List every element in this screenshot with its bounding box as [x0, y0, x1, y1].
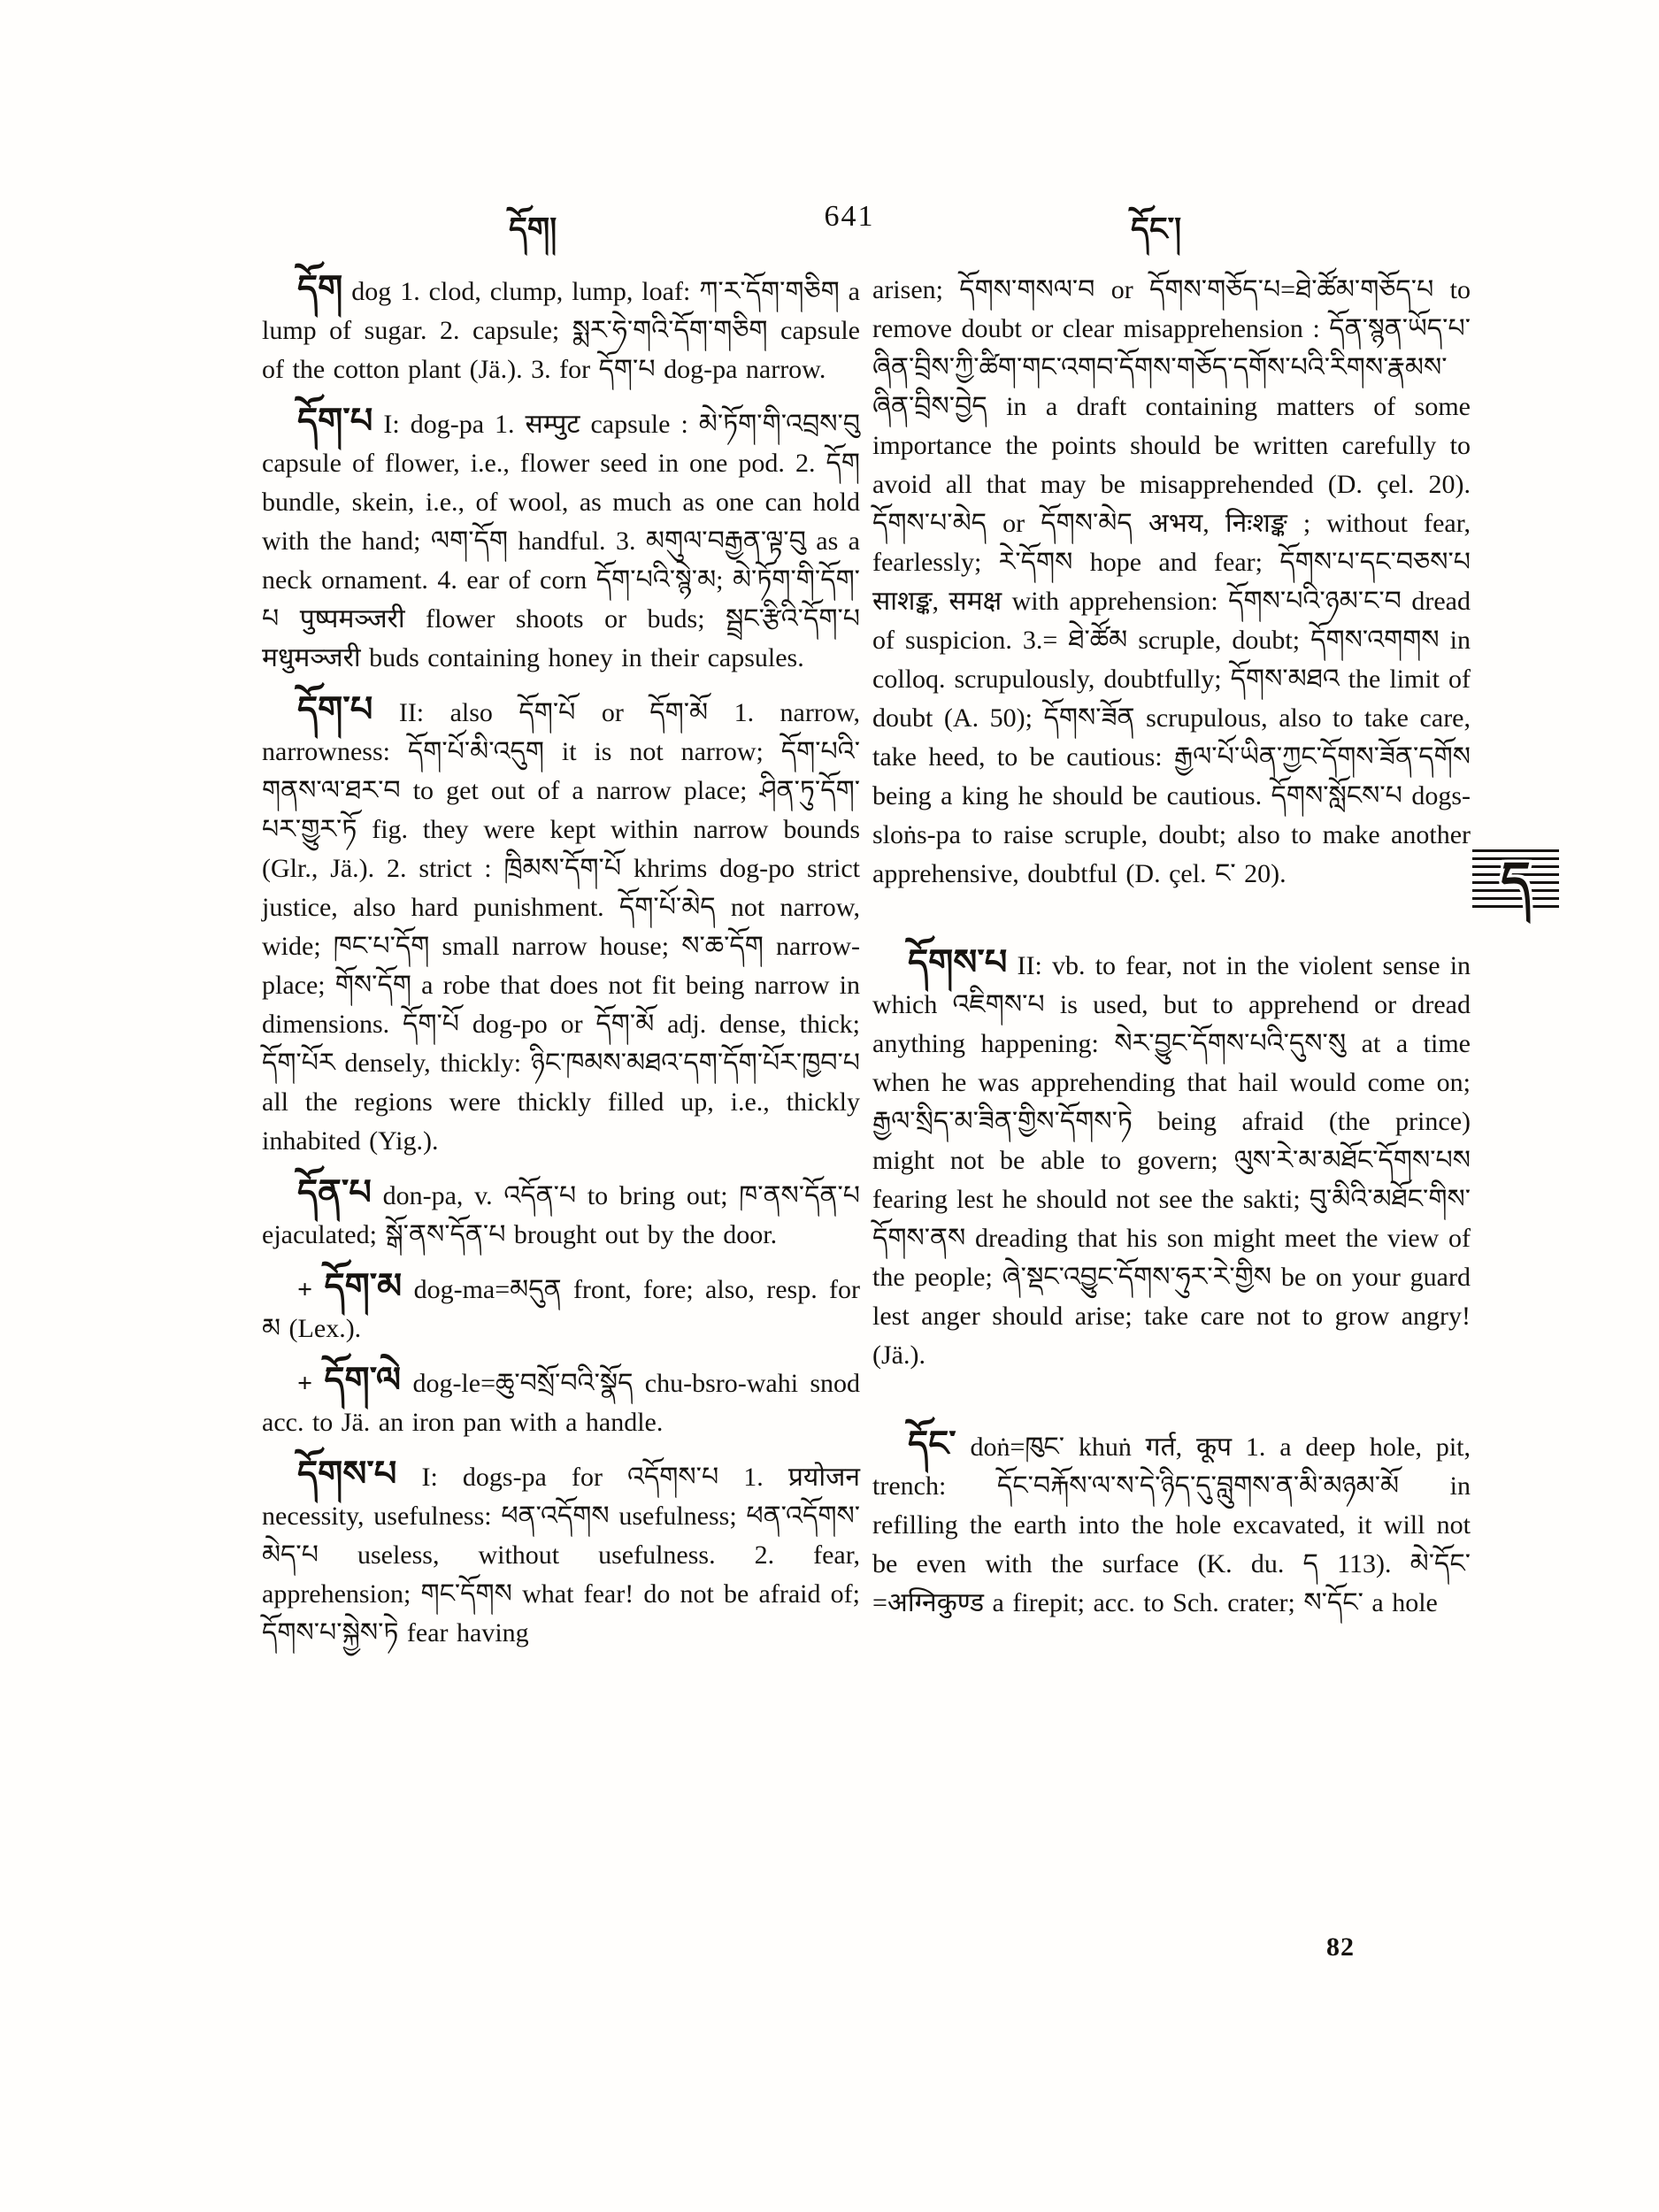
entry-headword-tibetan: དོང་	[908, 1424, 956, 1463]
entry-headword-tibetan: དོགས་པ	[297, 1454, 397, 1494]
entry-headword-tibetan: དོག	[297, 268, 343, 308]
entry-prefix: +	[297, 1369, 313, 1398]
running-head-right-keyword: དོང་།	[1131, 211, 1182, 247]
entry-body: dog 1. clod, clump, lump, loaf: ཀ་ར་དོག་གཅིག a lump of sugar. 2. capsule; སྨར་ཧེ་གའི་དོག་གཅིག capsule of the cotton plant (Jä.). 3. for དོག་པ dog-pa narrow.	[262, 277, 861, 384]
entry-body: also དོག་པོ or དོག་མོ 1. narrow, narrowness: དོག་པོ་མི་འདུག it is not narrow; དོག་པའི་གནས་ལ་ཐར་བ to get out of a narrow place; ཤིན་ཏུ་དོག་པར་གྱུར་ཏོ fig. they were kept within narrow bounds (Glr., Jä.). 2. strict : ཁྲིམས་དོག་པོ khrims dog-po strict justice, also hard punishment. དོག་པོ་མེད not narrow, wide; ཁང་པ་དོག small narrow house; ས་ཆ་དོག narrow-place; གོས་དོག a robe that does not fit being narrow in dimensions. དོག་པོ dog-po or དོག་མོ adj. dense, thick; དོག་པོར densely, thickly: ཉིང་ཁམས་མཐའ་དག་དོག་པོར་ཁྱབ་པ all the regions were thickly filled up, i.e., thickly inhabited (Yig.).	[262, 698, 861, 1156]
entry-body: doṅ=ཁུང་ khuṅ गर्त, कूप 1. a deep hole, pit, trench: དོང་བརྐོས་ལ་ས་དེ་ཉིད་དུ་བླུགས་ན་མི་མཉམ་མོ in refilling the earth into the hole excavated, it will not be even with the surface (K. du. ད 113). མེ་དོང་=अग्निकुण्ड a firepit; acc. to Sch. crater; ས་དོང་ a hole	[872, 1432, 1471, 1617]
entry-headword-tibetan: དོན་པ	[297, 1172, 372, 1212]
dictionary-entry	[262, 1172, 860, 1255]
entry-prefix: +	[297, 1275, 313, 1304]
entry-headword-tibetan: དོག་ལེ	[324, 1360, 402, 1400]
entry-body: dog-pa 1. सम्पुट capsule : མེ་ཏོག་གི་འབྲས་བུ capsule of flower, i.e., flower seed in one pod. 2. དོག bundle, skein, i.e., of wool, as much as one can hold with the hand; ལག་དོག handful. 3. མགུལ་བརྒྱན་ལྟ་བུ as a neck ornament. 4. ear of corn དོག་པའི་སྙེ་མ; མེ་ཏོག་གི་དོག་པ पुष्पमञ्जरी flower shoots or buds; སྦྲང་རྩིའི་དོག་པ मधुमञ्जरी buds containing honey in their capsules.	[262, 410, 861, 672]
dictionary-entry	[262, 1456, 860, 1653]
thumb-index-tab	[1472, 849, 1559, 913]
entry-sense-label: II:	[398, 698, 425, 727]
entry-body: dogs-pa for འདོགས་པ 1. प्रयोजन necessity, usefulness: ཕན་འདོགས usefulness; ཕན་འདོགས་མེད་པ useless, without usefulness. 2. fear, apprehension; གང་དོགས what fear! do not be afraid of; དོགས་པ་སྐྱེས་ཏེ fear having	[262, 1463, 861, 1647]
dictionary-entry	[262, 268, 861, 389]
dictionary-entry	[262, 403, 860, 678]
entry-sense-label: I:	[383, 410, 400, 439]
thumb-index-letter: ད	[1501, 852, 1531, 910]
entry-headword-tibetan: དོག་པ	[297, 689, 373, 729]
dictionary-entry	[872, 271, 1471, 894]
entry-headword-tibetan: དོག་པ	[297, 401, 373, 441]
page-number: 641	[824, 200, 875, 233]
entry-sense-label: I:	[421, 1463, 438, 1492]
left-column	[262, 268, 861, 1667]
dictionary-entry	[872, 1426, 1471, 1623]
entry-headword-tibetan: དོག་མ	[324, 1266, 403, 1306]
entry-body: don-pa, v. འདོན་པ to bring out; ཁ་ནས་དོན་པ ejaculated; སྒོ་ནས་དོན་པ brought out by the door.	[262, 1181, 860, 1249]
entry-headword-tibetan: དོགས་པ	[908, 942, 1008, 982]
entry-body: vb. to fear, not in the violent sense in which འཇིགས་པ is used, but to apprehend or dread anything happening: སེར་བྱུང་དོགས་པའི་དུས་སུ at a time when he was apprehending that hail would come on; རྒྱལ་སྲིད་མ་ཟིན་གྱིས་དོགས་ཏེ being afraid (the prince) might not be able to govern; ལུས་རེ་མ་མཐོང་དོགས་པས fearing lest he should not see the sakti; བུ་མིའི་མཐོང་གིས་དོགས་ནས dreading that his son might meet the view of the people; ཞེ་སྡང་འབྱུང་དོགས་ཧུར་རེ་གྱིས be on your guard lest anger should arise; take care not to grow angry! (Jä.).	[872, 951, 1471, 1370]
entry-sense-label: II:	[1017, 951, 1042, 980]
dictionary-entry	[262, 689, 861, 1161]
running-head-left-keyword: དོག།	[509, 211, 557, 247]
dictionary-entry	[262, 1266, 861, 1348]
dictionary-entry	[872, 942, 1471, 1375]
entry-body: arisen; དོགས་གསལ་བ or དོགས་གཅོད་པ=ཐེ་ཚོམ་གཅོད་པ to remove doubt or clear misapprehension : དོན་སྙན་ཡོད་པ་ཞིན་བྲིས་ཀྱི་ཚིག་གང་འགབ་དོགས་གཅོད་དགོས་པའི་རིགས་རྣམས་ཞིན་བྲིས་བྱེད in a draft containing matters of some importance the points should be written carefully to avoid all that may be misapprehended (D. çel. 20). དོགས་པ་མེད or དོགས་མེད अभय, निःशङ्क ; without fear, fearlessly; རེ་དོགས hope and fear; དོགས་པ་དང་བཅས་པ साशङ्क, समक्ष with apprehension: དོགས་པའི་ཉམ་ང་བ dread of suspicion. 3.= ཐེ་ཚོམ scruple, doubt; དོགས་འགགས in colloq. scrupulously, doubtfully; དོགས་མཐའ the limit of doubt (A. 50); དོགས་ཟོན scrupulous, also to take care, take heed, to be cautious: རྒྱལ་པོ་ཡིན་ཀྱང་དོགས་ཟོན་དགོས being a king he should be cautious. དོགས་སློངས་པ dogs-sloṅs-pa to raise scruple, doubt; also to make another apprehensive, doubtful (D. çel. ང་ 20).	[872, 275, 1471, 888]
dictionary-entry	[262, 1360, 860, 1442]
sheet-number: 82	[1326, 1932, 1355, 1962]
entry-body: dog-ma=མདུན front, fore; also, resp. for མ (Lex.).	[262, 1275, 861, 1343]
right-column	[872, 271, 1471, 1637]
entry-body: dog-le=ཆུ་བསྲོ་བའི་སྣོད chu-bsro-wahi snod acc. to Jä. an iron pan with a handle.	[262, 1369, 860, 1437]
